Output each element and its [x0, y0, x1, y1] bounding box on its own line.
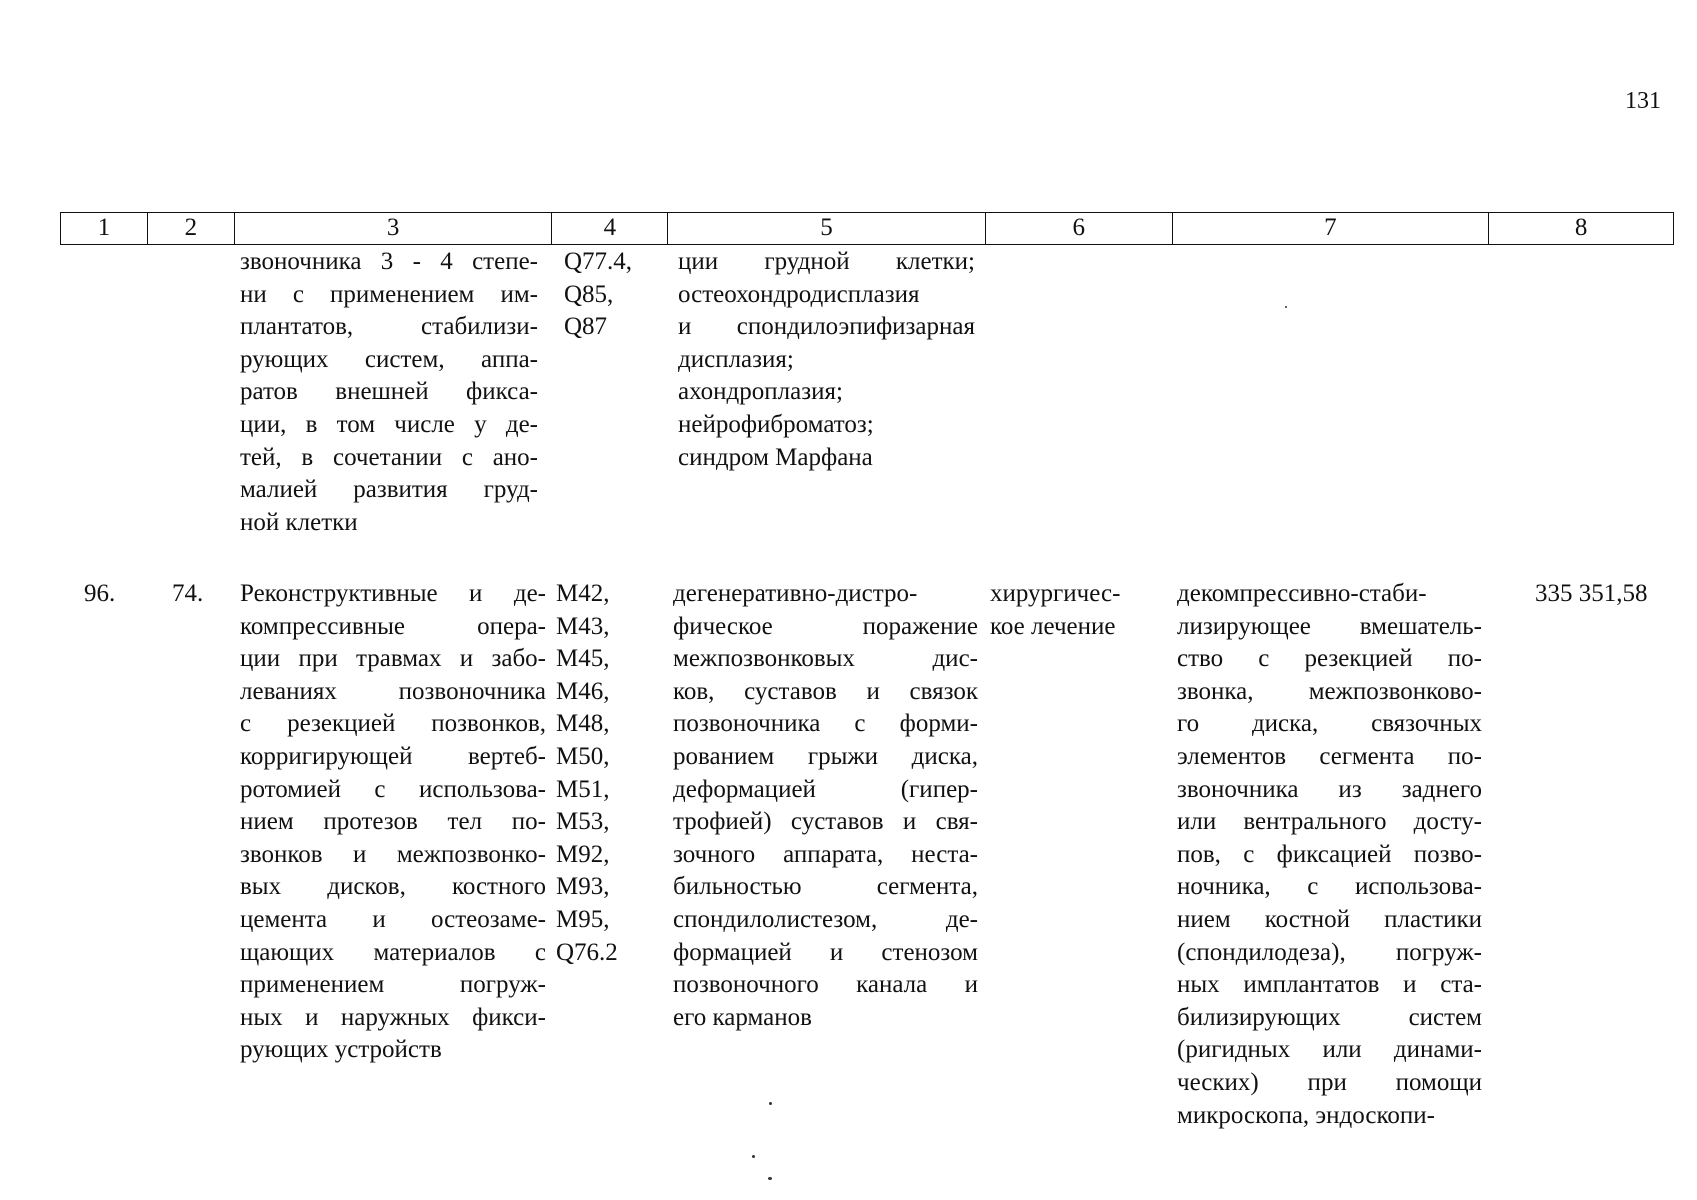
- text-line: M53,: [556, 808, 610, 836]
- text-line: остеохондродисплазия: [678, 280, 920, 308]
- header-col-1: 1: [61, 213, 148, 244]
- text-line: M46,: [556, 677, 610, 705]
- row-number: 96.: [84, 580, 116, 607]
- text-line: M48,: [556, 710, 610, 738]
- text-line: рующих устройств: [240, 1036, 442, 1064]
- row-price: 335 351,58: [1535, 580, 1648, 607]
- row-col6-text: [990, 578, 1160, 643]
- row-col4-codes: [556, 578, 656, 969]
- text-line: и спондилоэпифизарная: [678, 313, 975, 341]
- text-line: ции, в том числе у де-: [240, 410, 538, 438]
- text-line: ции грудной клетки;: [678, 248, 975, 275]
- page-number: 131: [1625, 88, 1661, 114]
- text-line: ахондроплазия;: [678, 378, 843, 406]
- text-line: ческих) при помощи: [1177, 1068, 1482, 1096]
- text-line: M92,: [556, 840, 610, 868]
- group-number: 74.: [172, 580, 204, 607]
- text-line: Q87: [564, 313, 608, 341]
- text-line: рованием грыжи диска,: [673, 742, 978, 770]
- text-line: Реконструктивные и де-: [240, 580, 546, 607]
- text-line: Q76.2: [556, 938, 618, 966]
- text-line: ных имплантатов и ста-: [1177, 971, 1482, 999]
- scan-speck: [752, 1155, 755, 1158]
- header-col-5: 5: [668, 213, 986, 244]
- row-col7-text: [1177, 578, 1482, 1132]
- text-line: вых дисков, костного: [240, 873, 546, 901]
- text-line: ни с применением им-: [240, 280, 538, 308]
- text-line: леваниях позвоночника: [240, 677, 546, 705]
- continuation-col5-text: [678, 246, 975, 474]
- text-line: нием костной пластики: [1177, 905, 1482, 933]
- text-line: с резекцией позвонков,: [240, 710, 546, 738]
- text-line: звонков и межпозвонко-: [240, 840, 546, 868]
- text-line: го диска, связочных: [1177, 710, 1482, 738]
- header-col-6: 6: [986, 213, 1173, 244]
- text-line: корригирующей вертеб-: [240, 742, 546, 770]
- text-line: деформацией (гипер-: [673, 775, 978, 803]
- text-line: тей, в сочетании с ано-: [240, 443, 538, 471]
- text-line: M51,: [556, 775, 610, 803]
- text-line: зочного аппарата, неста-: [673, 840, 978, 868]
- text-line: компрессивные опера-: [240, 612, 546, 640]
- text-line: или вентрального досту-: [1177, 808, 1482, 836]
- text-line: бильностью сегмента,: [673, 873, 978, 901]
- text-line: ных и наружных фикси-: [240, 1003, 546, 1031]
- text-line: нейрофиброматоз;: [678, 410, 874, 438]
- scan-speck: [768, 1177, 772, 1180]
- text-line: ратов внешней фикса-: [240, 378, 538, 406]
- text-line: ротомией с использова-: [240, 775, 546, 803]
- text-line: позвоночного канала и: [673, 971, 978, 999]
- header-col-4: 4: [552, 213, 668, 244]
- text-line: рующих систем, аппа-: [240, 345, 538, 373]
- text-line: фическое поражение: [673, 612, 978, 640]
- text-line: M93,: [556, 873, 610, 901]
- text-line: звоночника 3 - 4 степе-: [240, 248, 538, 275]
- text-line: ции при травмах и забо-: [240, 645, 546, 673]
- text-line: применением погруж-: [240, 971, 546, 999]
- text-line: M50,: [556, 742, 610, 770]
- text-line: лизирующее вмешатель-: [1177, 612, 1482, 640]
- scan-speck: [769, 1102, 772, 1105]
- text-line: формацией и стенозом: [673, 938, 978, 966]
- header-col-8: 8: [1574, 214, 1588, 241]
- header-col-2: 2: [148, 213, 235, 244]
- text-line: позвоночника с форми-: [673, 710, 978, 738]
- text-line: межпозвонковых дис-: [673, 645, 978, 673]
- row-col3-text: [240, 578, 546, 1067]
- text-line: цемента и остеозаме-: [240, 905, 546, 933]
- text-line: звоночника из заднего: [1177, 775, 1482, 803]
- text-line: ночника, с использова-: [1177, 873, 1482, 901]
- continuation-col3-text: [240, 246, 538, 539]
- text-line: ство с резекцией по-: [1177, 645, 1482, 673]
- text-line: M42,: [556, 580, 610, 607]
- text-line: синдром Марфана: [678, 443, 873, 471]
- text-line: ной клетки: [240, 508, 358, 536]
- text-line: хирургичес-: [990, 580, 1121, 607]
- text-line: трофией) суставов и свя-: [673, 808, 978, 836]
- text-line: (спондилодеза), погруж-: [1177, 938, 1482, 966]
- text-line: элементов сегмента по-: [1177, 742, 1482, 770]
- text-line: Q85,: [564, 280, 614, 308]
- header-col-7: 7: [1173, 213, 1490, 244]
- text-line: дегенеративно-дистро-: [673, 580, 918, 607]
- table-header-row: [60, 212, 1674, 245]
- header-col-3: 3: [235, 213, 553, 244]
- scan-speck: [1285, 306, 1287, 308]
- text-line: щающих материалов с: [240, 938, 546, 966]
- text-line: M45,: [556, 645, 610, 673]
- text-line: спондилолистезом, де-: [673, 905, 978, 933]
- text-line: микроскопа, эндоскопи-: [1177, 1101, 1435, 1129]
- text-line: (ригидных или динами-: [1177, 1036, 1482, 1064]
- text-line: ков, суставов и связок: [673, 677, 978, 705]
- text-line: пов, с фиксацией позво-: [1177, 840, 1482, 868]
- text-line: звонка, межпозвонково-: [1177, 677, 1482, 705]
- text-line: Q77.4,: [564, 248, 633, 275]
- text-line: M43,: [556, 612, 610, 640]
- row-col5-text: [673, 578, 978, 1034]
- text-line: дисплазия;: [678, 345, 794, 373]
- text-line: M95,: [556, 905, 610, 933]
- continuation-col4-codes: [564, 246, 664, 344]
- text-line: малией развития груд-: [240, 476, 538, 504]
- text-line: кое лечение: [990, 612, 1116, 640]
- text-line: его карманов: [673, 1003, 812, 1031]
- text-line: плантатов, стабилизи-: [240, 313, 538, 341]
- text-line: декомпрессивно-стаби-: [1177, 580, 1427, 607]
- text-line: билизирующих систем: [1177, 1003, 1482, 1031]
- text-line: нием протезов тел по-: [240, 808, 546, 836]
